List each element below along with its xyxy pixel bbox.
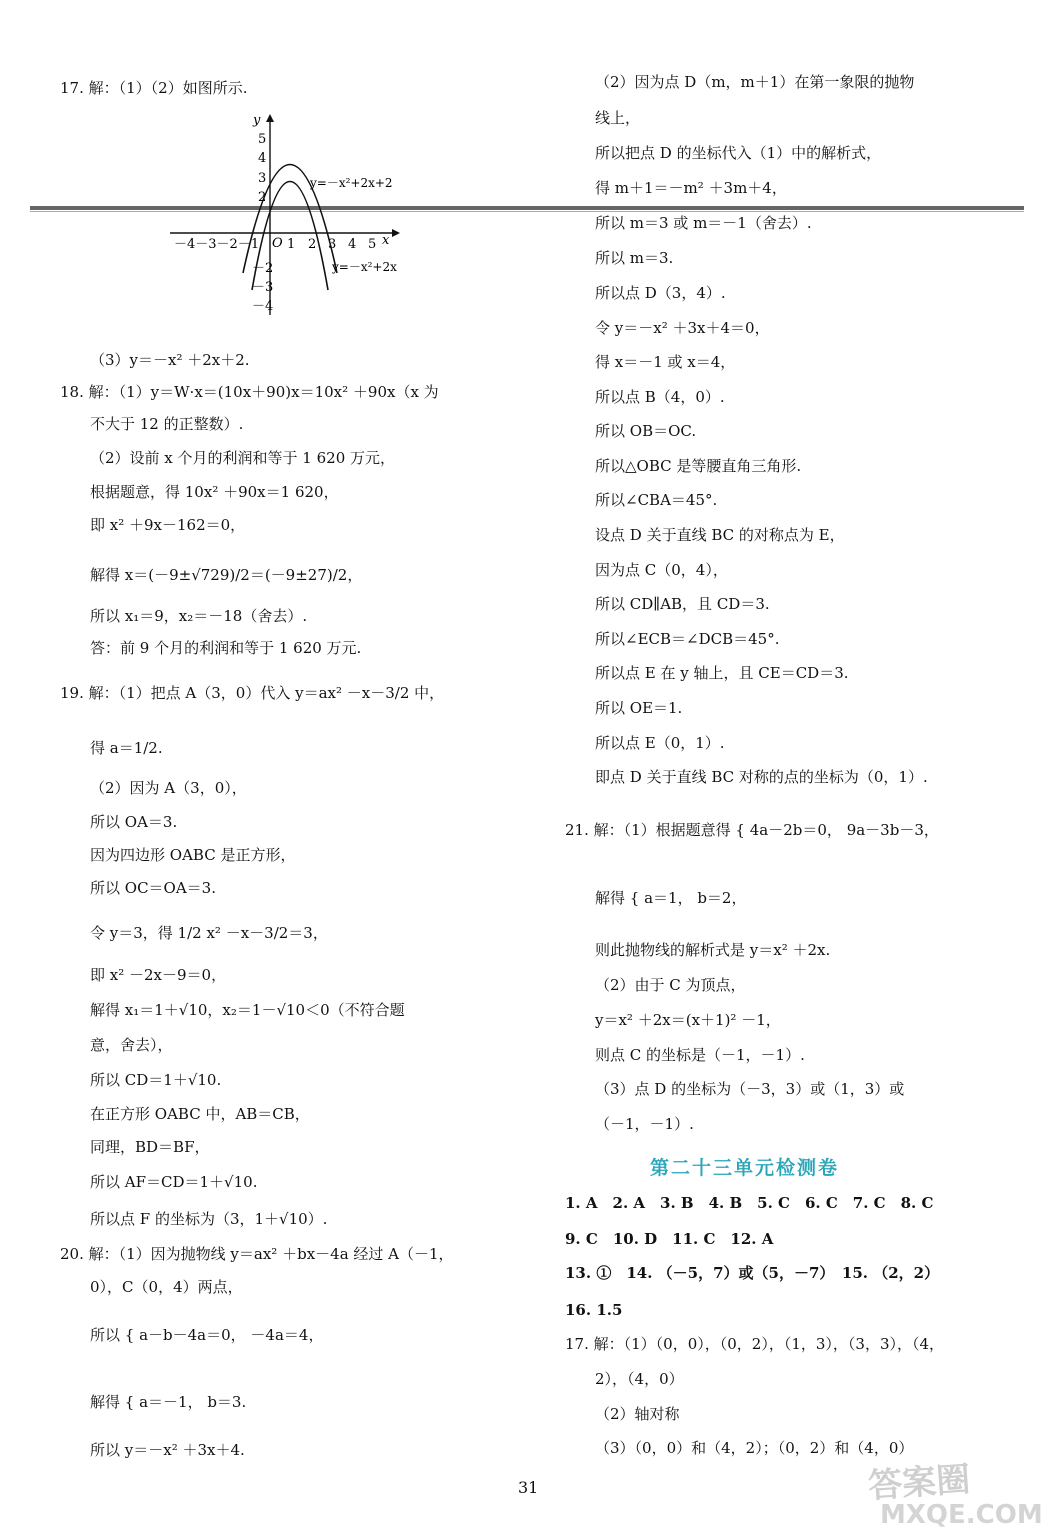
watermark-logo: 答案圈 xyxy=(866,1459,972,1507)
text-line: 得 a＝1/2. xyxy=(90,739,163,757)
text-line: （2）因为 A（3，0）， xyxy=(90,779,247,797)
text-line: 2），（4，0） xyxy=(595,1370,684,1388)
section-title: 第二十三单元检测卷 xyxy=(650,1157,840,1179)
text-line: 同理，BD＝BF， xyxy=(90,1138,210,1156)
x-axis-label: x xyxy=(382,233,390,248)
answer-line: 9. C 10. D 11. C 12. A xyxy=(565,1230,774,1248)
text-line: 所以 OE＝1. xyxy=(595,699,683,717)
text-line: 所以 CD＝1＋√10. xyxy=(90,1071,222,1089)
text-line: （3）y＝－x² ＋2x＋2. xyxy=(90,351,250,369)
text-line: 得 x＝－1 或 x＝4， xyxy=(595,353,736,371)
text-line: 得 m＋1＝－m² ＋3m＋4， xyxy=(595,179,787,197)
text-line: 所以点 F 的坐标为（3，1＋√10）. xyxy=(90,1210,328,1228)
text-line: 即点 D 关于直线 BC 对称的点的坐标为（0，1）. xyxy=(595,768,928,786)
text-line: 线上， xyxy=(595,109,641,127)
text-line: 所以点 E（0，1）. xyxy=(595,734,725,752)
answer-line: 16. 1.5 xyxy=(565,1301,623,1319)
text-line: （3）（0，0）和（4，2）；（0，2）和（4，0） xyxy=(595,1439,914,1457)
text-line: 因为四边形 OABC 是正方形， xyxy=(90,846,296,864)
text-line: 所以把点 D 的坐标代入（1）中的解析式， xyxy=(595,144,882,162)
text-line: 19. 解：（1）把点 A（3，0）代入 y＝ax² －x－3/2 中， xyxy=(60,684,445,702)
text-line: 所以 x₁＝9，x₂＝－18（舍去）. xyxy=(90,607,308,625)
x-tick: 4 xyxy=(348,237,357,252)
text-line: 不大于 12 的正整数）. xyxy=(90,415,244,433)
origin-label: O xyxy=(272,236,283,251)
text-line: 根据题意，得 10x² ＋90x＝1 620， xyxy=(90,483,339,501)
y-tick: 2 xyxy=(258,190,267,205)
text-line: 17. 解：（1）（0，0），（0，2），（1，3），（3，3），（4， xyxy=(565,1335,945,1353)
text-line: 解得 x₁＝1＋√10，x₂＝1－√10＜0（不符合题 xyxy=(90,1001,405,1019)
text-line: 所以 m＝3 或 m＝－1（舍去）. xyxy=(595,214,812,232)
x-tick: 2 xyxy=(308,237,317,252)
text-line: 所以 { a－b－4a＝0， －4a＝4， xyxy=(90,1326,324,1344)
text-line: （2）轴对称 xyxy=(595,1405,680,1423)
curve-label-upper: y=－x²+2x+2 xyxy=(310,176,393,190)
text-line: （2）由于 C 为顶点， xyxy=(595,976,746,994)
answer-line: 1. A 2. A 3. B 4. B 5. C 6. C 7. C 8. C xyxy=(565,1194,934,1212)
text-line: 所以点 B（4，0）. xyxy=(595,388,725,406)
y-tick: －4 xyxy=(252,299,274,314)
y-tick: －2 xyxy=(252,261,274,276)
text-line: （－1，－1）. xyxy=(595,1115,694,1133)
text-line: 17. 解：（1）（2）如图所示. xyxy=(60,79,248,97)
text-line: 所以 m＝3. xyxy=(595,249,674,267)
text-line: 所以 y＝－x² ＋3x＋4. xyxy=(90,1441,245,1459)
y-axis-label: y xyxy=(253,113,261,128)
text-line: 所以 CD∥AB，且 CD＝3. xyxy=(595,595,770,613)
x-tick: 5 xyxy=(368,237,377,252)
text-line: 因为点 C（0，4）， xyxy=(595,561,728,579)
x-tick: 3 xyxy=(328,237,337,252)
text-line: 所以 AF＝CD＝1＋√10. xyxy=(90,1173,258,1191)
text-line: 令 y＝－x² ＋3x＋4＝0， xyxy=(595,319,770,337)
parabola-graph xyxy=(160,110,410,320)
text-line: （2）设前 x 个月的利润和等于 1 620 万元， xyxy=(90,449,396,467)
y-tick: 3 xyxy=(258,171,267,186)
watermark-url: MXQE.COM xyxy=(880,1500,1043,1530)
answer-line: 13. ① 14. （－5，7）或（5，－7） 15. （2，2） xyxy=(565,1264,940,1282)
text-line: 所以 OC＝OA＝3. xyxy=(90,879,216,897)
text-line: 解得 x＝(－9±√729)/2＝(－9±27)/2， xyxy=(90,566,363,584)
text-line: 所以∠ECB＝∠DCB＝45°. xyxy=(595,630,780,648)
text-line: 即 x² －2x－9＝0， xyxy=(90,966,227,984)
text-line: 所以△OBC 是等腰直角三角形. xyxy=(595,457,802,475)
text-line: 令 y＝3，得 1/2 x² －x－3/2＝3， xyxy=(90,924,328,942)
text-line: 所以 OB＝OC. xyxy=(595,422,697,440)
text-line: 解得 { a＝－1， b＝3. xyxy=(90,1393,247,1411)
y-tick: －3 xyxy=(252,280,274,295)
text-line: 即 x² ＋9x－162＝0， xyxy=(90,516,246,534)
text-line: 0），C（0，4）两点， xyxy=(90,1278,243,1296)
text-line: 所以∠CBA＝45°. xyxy=(595,491,718,509)
page-number: 31 xyxy=(518,1478,539,1497)
y-tick: 4 xyxy=(258,151,267,166)
y-tick: 5 xyxy=(258,132,267,147)
text-line: （3）点 D 的坐标为（－3，3）或（1，3）或 xyxy=(595,1080,905,1098)
text-line: 则此抛物线的解析式是 y＝x² ＋2x. xyxy=(595,941,831,959)
text-line: 设点 D 关于直线 BC 的对称点为 E， xyxy=(595,526,845,544)
curve-label-lower: y=－x²+2x xyxy=(332,260,397,274)
text-line: 意，舍去）， xyxy=(90,1036,173,1054)
text-line: 20. 解：（1）因为抛物线 y＝ax² ＋bx－4a 经过 A（－1， xyxy=(60,1245,454,1263)
text-line: y＝x² ＋2x＝(x＋1)² －1， xyxy=(595,1011,781,1029)
x-tick-negative: －4－3－2－1 xyxy=(174,237,260,252)
text-line: 所以 OA＝3. xyxy=(90,813,178,831)
x-tick: 1 xyxy=(287,237,296,252)
text-line: 解得 { a＝1， b＝2， xyxy=(595,889,747,907)
text-line: 则点 C 的坐标是（－1，－1）. xyxy=(595,1046,805,1064)
text-line: 18. 解：（1）y＝W·x＝(10x＋90)x＝10x² ＋90x（x 为 xyxy=(60,383,439,401)
text-line: 所以点 E 在 y 轴上，且 CE＝CD＝3. xyxy=(595,664,849,682)
text-line: 21. 解：（1）根据题意得 { 4a－2b＝0， 9a－3b－3， xyxy=(565,821,939,839)
text-line: 答：前 9 个月的利润和等于 1 620 万元. xyxy=(90,639,362,657)
text-line: 在正方形 OABC 中，AB＝CB， xyxy=(90,1105,310,1123)
text-line: （2）因为点 D（m，m＋1）在第一象限的抛物 xyxy=(595,73,915,91)
text-line: 所以点 D（3，4）. xyxy=(595,284,726,302)
